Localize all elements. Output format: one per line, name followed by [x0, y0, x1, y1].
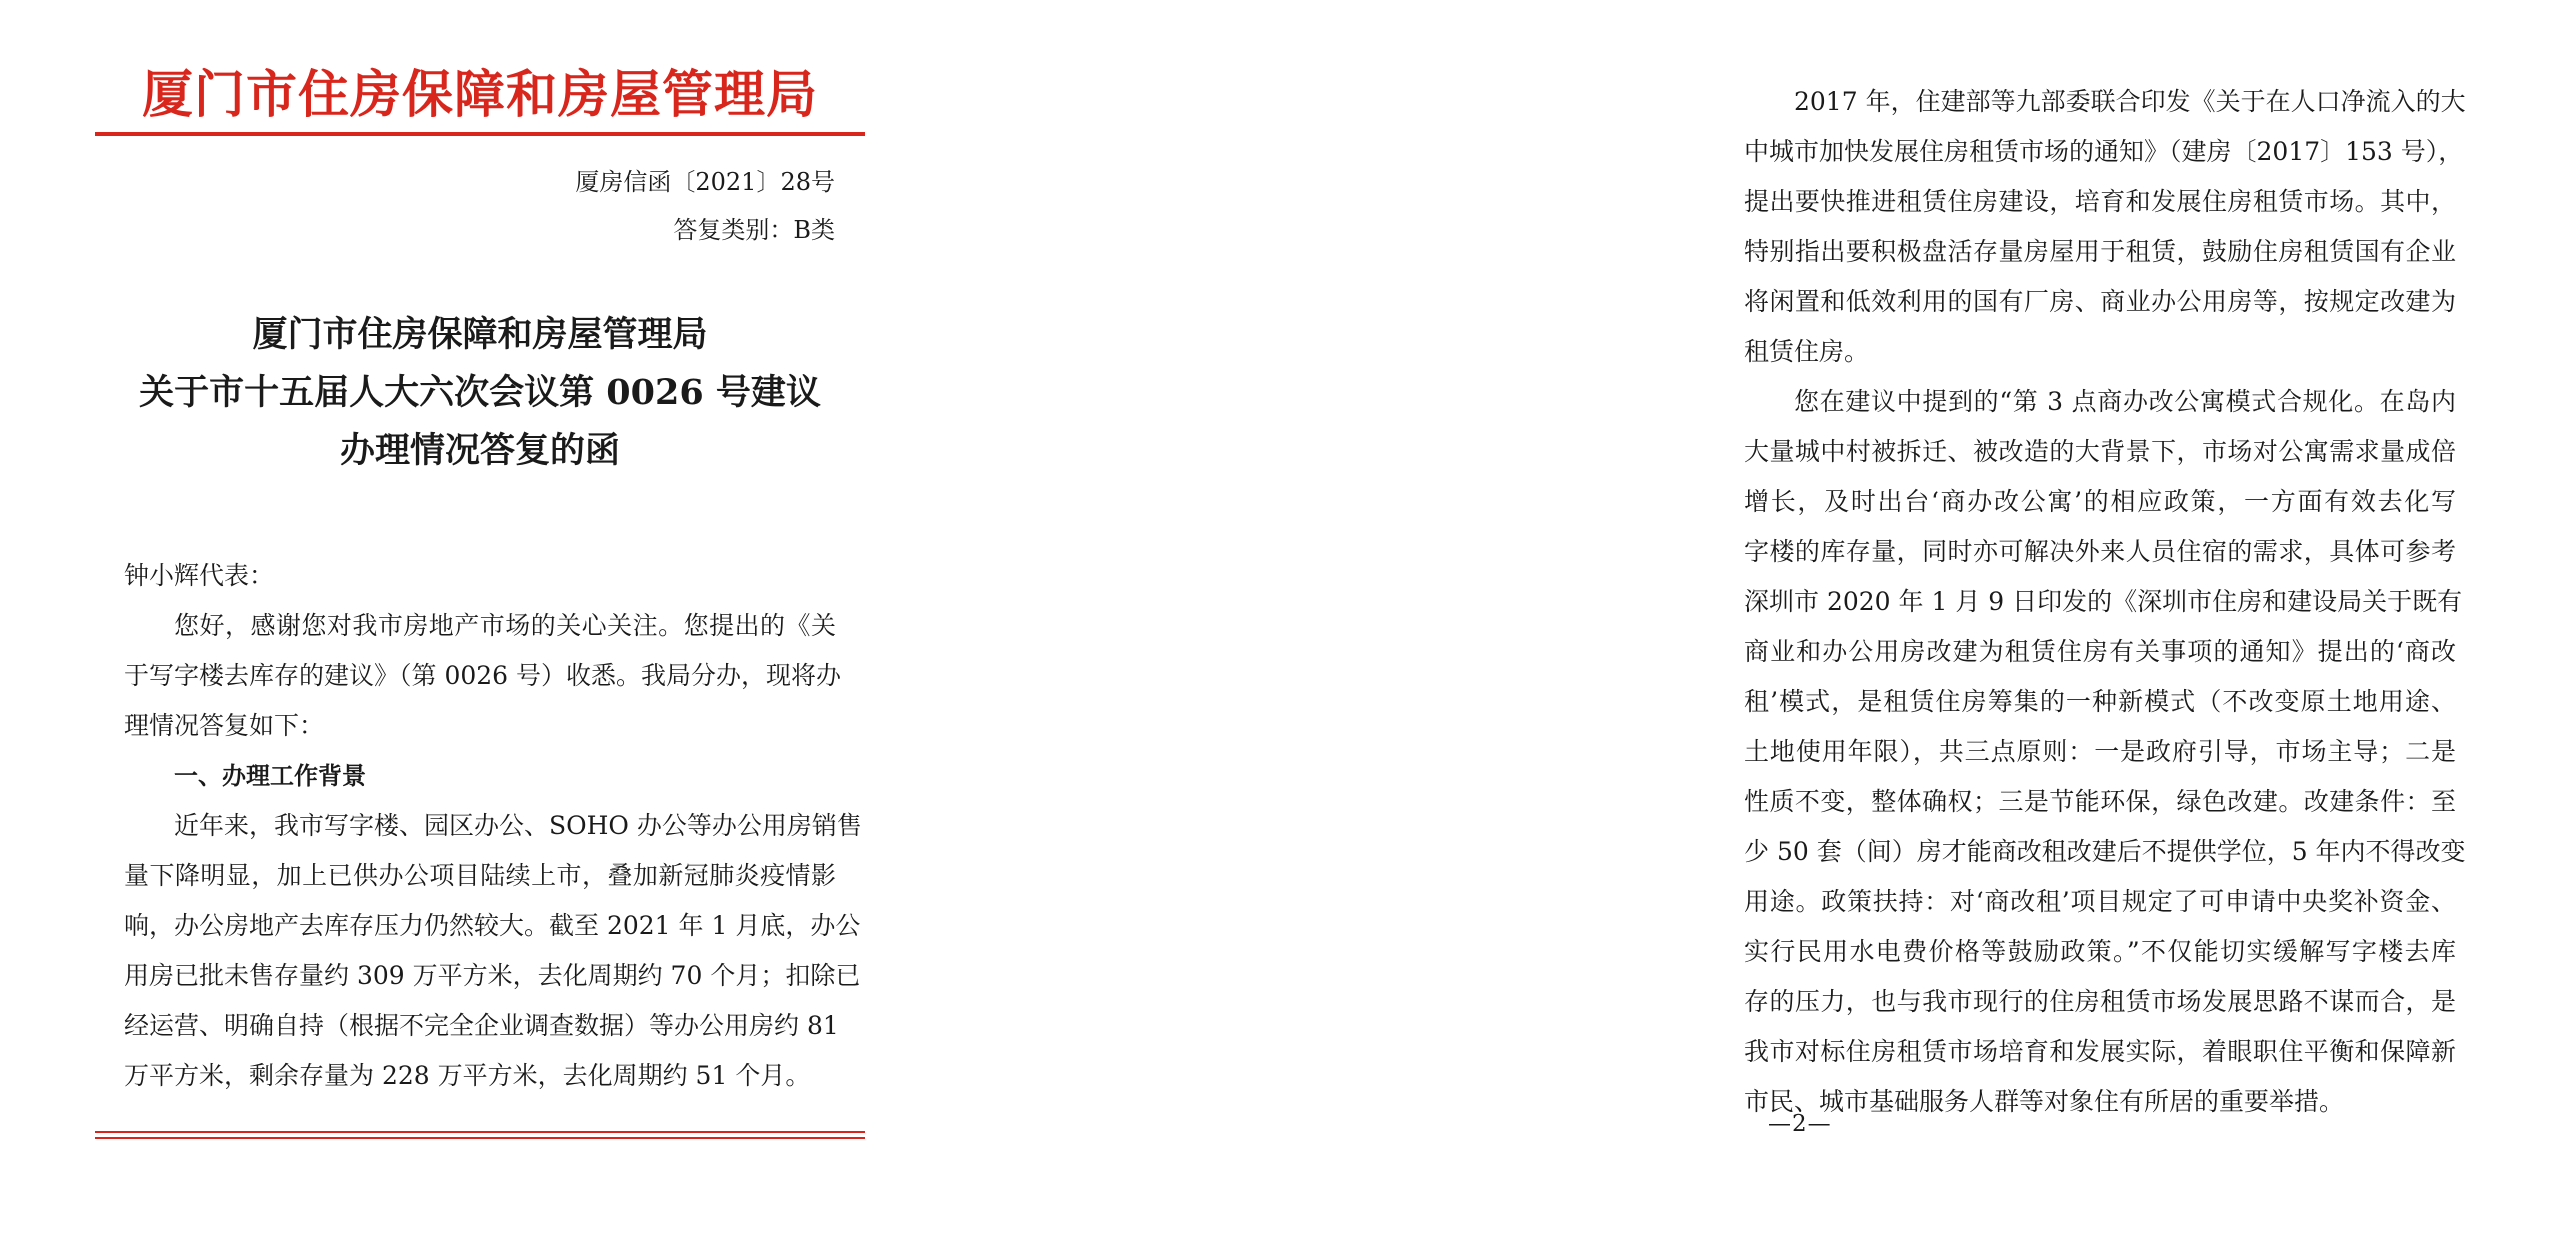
intro-line: 理情况答复如下：	[124, 711, 325, 740]
document-title-line-2: 关于市十五届人大六次会议第 0026 号建议	[139, 372, 821, 413]
suggestion-line: 深圳市 2020 年 1 月 9 日印发的《深圳市住房和建设局关于既有	[1744, 587, 2463, 616]
suggestion-line: 租’模式，是租赁住房筹集的一种新模式（不改变原土地用途、	[1744, 687, 2456, 716]
policy-line: 2017 年，住建部等九部委联合印发《关于在人口净流入的大	[1794, 87, 2466, 116]
salutation	[124, 551, 844, 601]
reply-category: 答复类别：B类	[673, 216, 835, 244]
policy-line: 特别指出要积极盘活存量房屋用于租赁，鼓励住房租赁国有企业	[1744, 237, 2456, 266]
intro-line: 于写字楼去库存的建议》（第 0026 号）收悉。我局分办，现将办	[124, 661, 842, 690]
policy-line: 将闲置和低效利用的国有厂房、商业办公用房等，按规定改建为	[1744, 287, 2456, 316]
document-page-left	[0, 0, 950, 1252]
suggestion-line: 大量城中村被拆迁、被改造的大背景下，市场对公寓需求量成倍	[1744, 437, 2456, 466]
suggestion-line: 存的压力，也与我市现行的住房租赁市场发展思路不谋而合，是	[1744, 987, 2456, 1016]
policy-line: 提出要快推进租赁住房建设，培育和发展住房租赁市场。其中，	[1744, 187, 2456, 216]
suggestion-line: 增长，及时出台‘商办改公寓’的相应政策，一方面有效去化写	[1744, 487, 2456, 516]
page-number: —2—	[1768, 1111, 1832, 1137]
document-title-line-1: 厦门市住房保障和房屋管理局	[252, 314, 708, 355]
document-page-right	[1000, 0, 2564, 1252]
footer-red-rule-2	[95, 1137, 865, 1139]
suggestion-line: 土地使用年限），共三点原则：一是政府引导，市场主导；二是	[1744, 737, 2456, 766]
policy-line: 租赁住房。	[1744, 337, 1870, 366]
suggestion-line: 少 50 套（间）房才能商改租改建后不提供学位，5 年内不得改变	[1744, 837, 2466, 866]
policy-paragraph	[1744, 77, 2466, 377]
suggestion-paragraph	[1744, 377, 2466, 1127]
intro-paragraph	[124, 601, 842, 751]
suggestion-line: 我市对标住房租赁市场培育和发展实际，着眼职住平衡和保障新	[1744, 1037, 2456, 1066]
policy-line: 中城市加快发展住房租赁市场的通知》（建房〔2017〕153 号），	[1744, 137, 2464, 166]
suggestion-line: 性质不变，整体确权；三是节能环保，绿色改建。改建条件：至	[1744, 787, 2456, 816]
suggestion-line: 用途。政策扶持：对‘商改租’项目规定了可申请中央奖补资金、	[1744, 887, 2456, 916]
salutation-text: 钟小辉代表：	[124, 561, 275, 590]
suggestion-line: 字楼的库存量，同时亦可解决外来人员住宿的需求，具体可参考	[1744, 537, 2456, 566]
background-line: 用房已批未售存量约 309 万平方米，去化周期约 70 个月；扣除已	[124, 961, 861, 990]
document-number: 厦房信函〔2021〕28号	[575, 168, 835, 196]
background-line: 量下降明显，加上已供办公项目陆续上市，叠加新冠肺炎疫情影	[124, 861, 836, 890]
background-line: 近年来，我市写字楼、园区办公、SOHO 办公等办公用房销售	[174, 811, 862, 840]
letterhead-red-rule	[95, 132, 865, 136]
footer-red-rule-1	[95, 1131, 865, 1133]
suggestion-line: 您在建议中提到的“第 3 点商办改公寓模式合规化。在岛内	[1794, 387, 2456, 416]
background-paragraph	[124, 801, 862, 1101]
background-line: 万平方米，剩余存量为 228 万平方米，去化周期约 51 个月。	[124, 1061, 811, 1090]
background-line: 响，办公房地产去库存压力仍然较大。截至 2021 年 1 月底，办公	[124, 911, 861, 940]
letterhead: 厦门市住房保障和房屋管理局	[141, 65, 818, 125]
section-heading: 一、办理工作背景	[174, 762, 366, 790]
document-title-line-3: 办理情况答复的函	[339, 430, 620, 471]
suggestion-line: 实行民用水电费价格等鼓励政策。”不仅能切实缓解写字楼去库	[1744, 937, 2456, 966]
intro-line: 您好，感谢您对我市房地产市场的关心关注。您提出的《关	[174, 611, 836, 640]
suggestion-line: 商业和办公用房改建为租赁住房有关事项的通知》提出的‘商改	[1744, 637, 2456, 666]
background-line: 经运营、明确自持（根据不完全企业调查数据）等办公用房约 81	[124, 1011, 839, 1040]
suggestion-line: 市民、城市基础服务人群等对象住有所居的重要举措。	[1744, 1087, 2345, 1116]
